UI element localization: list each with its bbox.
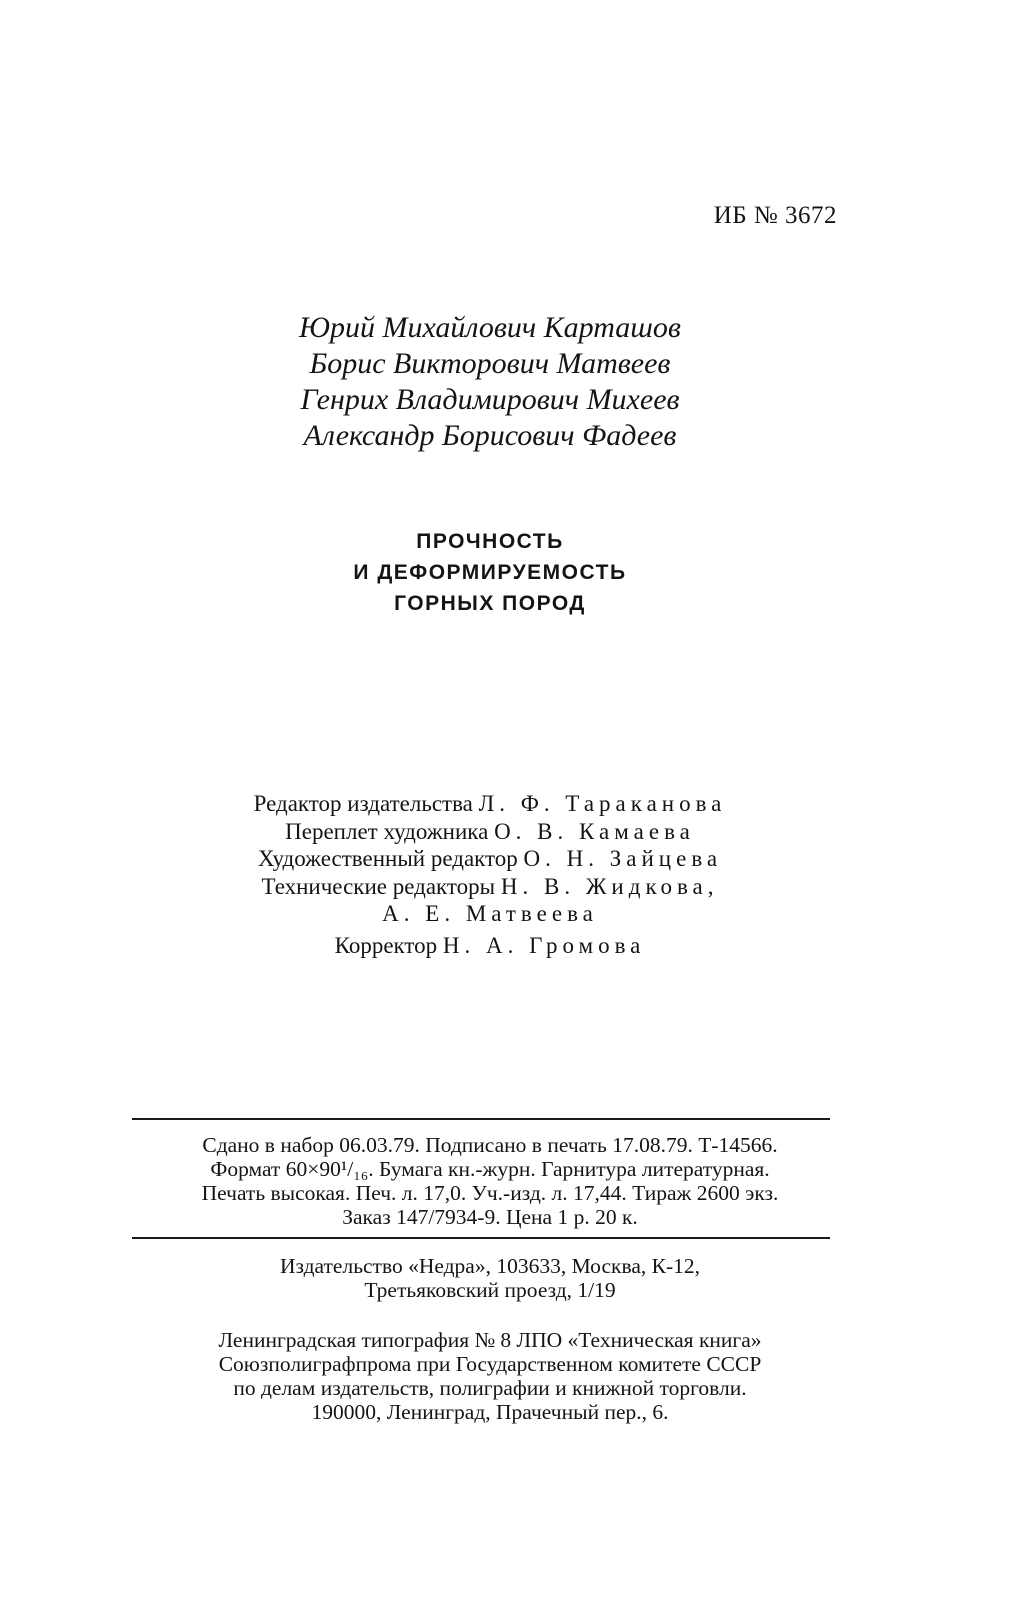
publisher-block	[0, 1254, 980, 1302]
divider-line	[132, 1237, 830, 1239]
credit-line	[0, 818, 980, 846]
credit-role: Переплет художника	[285, 818, 489, 844]
credit-person: Н. А. Громова	[442, 932, 646, 958]
author-name: Юрий Михайлович Карташов	[299, 311, 681, 344]
credits-block	[0, 790, 980, 959]
divider-line	[132, 1118, 830, 1120]
printer-line: Союзполиграфпрома при Государственном комитете СССР	[218, 1352, 762, 1376]
title-line: ГОРНЫХ ПОРОД	[394, 592, 586, 615]
ib-number: ИБ № 3672	[713, 202, 837, 229]
title-line: И ДЕФОРМИРУЕМОСТЬ	[353, 561, 627, 584]
print-info-line: Печать высокая. Печ. л. 17,0. Уч.-изд. л. 17,44. Тираж 2600 экз.	[201, 1181, 779, 1205]
credit-role: Технические редакторы	[261, 873, 496, 899]
print-info-block	[0, 1133, 980, 1229]
title-line: ПРОЧНОСТЬ	[416, 530, 564, 553]
author-name: Генрих Владимирович Михеев	[300, 383, 680, 416]
printer-line: по делам издательств, полиграфии и книжной торговли.	[233, 1376, 747, 1400]
author-name: Борис Викторович Матвеев	[309, 347, 671, 380]
credit-line	[0, 900, 980, 928]
authors-block	[0, 310, 980, 454]
print-info-line: Сдано в набор 06.03.79. Подписано в печать 17.08.79. Т-14566.	[202, 1133, 778, 1157]
author-name: Александр Борисович Фадеев	[303, 419, 677, 452]
credit-line	[0, 845, 980, 873]
credit-person: О. В. Камаева	[494, 818, 695, 844]
credit-person: Л. Ф. Тараканова	[478, 791, 727, 816]
credit-line	[0, 932, 980, 960]
credit-line	[0, 873, 980, 901]
credit-person: О. Н. Зайцева	[523, 846, 723, 871]
print-info-line: Формат 60×90¹/₁₆. Бумага кн.-журн. Гарнитура литературная.	[210, 1157, 770, 1181]
credit-role: Художественный редактор	[257, 846, 518, 871]
credit-person: Н. В. Жидкова,	[500, 873, 719, 899]
credit-person: А. Е. Матвеева	[382, 901, 598, 926]
credit-line	[0, 790, 980, 818]
publisher-line: Третьяковский проезд, 1/19	[364, 1278, 616, 1302]
printer-line: Ленинградская типография № 8 ЛПО «Техническая книга»	[218, 1328, 762, 1352]
printer-line: 190000, Ленинград, Прачечный пер., 6.	[311, 1400, 669, 1424]
credit-role: Редактор издательства	[253, 791, 473, 816]
publisher-line: Издательство «Недра», 103633, Москва, К-12,	[279, 1254, 700, 1278]
book-title	[0, 526, 980, 619]
print-info-line: Заказ 147/7934-9. Цена 1 р. 20 к.	[342, 1205, 638, 1229]
credit-role: Корректор	[334, 932, 438, 958]
printer-block	[0, 1328, 980, 1424]
